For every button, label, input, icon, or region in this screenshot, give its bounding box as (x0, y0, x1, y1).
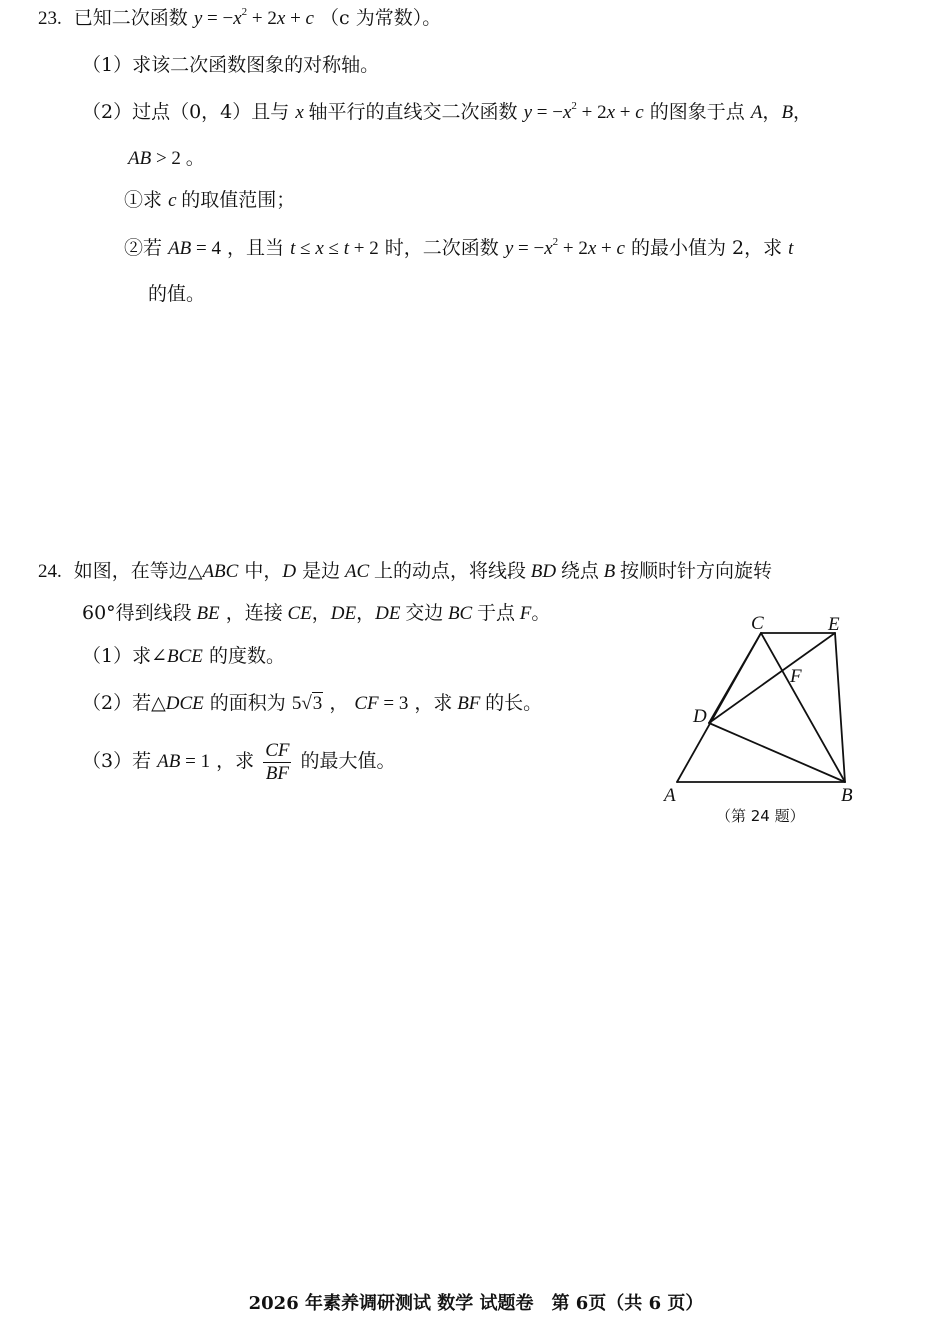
q23-part2-i: ①求 c 的取值范围； (124, 189, 296, 211)
segment-DC (709, 633, 761, 723)
label-B: B (841, 785, 853, 806)
q23-part2-condition: AB > 2 。 (128, 147, 205, 169)
segment-DB (709, 723, 845, 782)
q24-part2: （2）若△DCE 的面积为 5√3 ， CF = 3 ，求 BF 的长。 (82, 692, 543, 714)
label-D: D (693, 706, 707, 727)
segment-BE (835, 633, 845, 782)
q23-number: 23. (38, 8, 62, 29)
q23-stem: 23. 已知二次函数 $y = -x^2 + 2x + c$ （c 为常数）。 (38, 6, 442, 29)
label-F: F (790, 666, 802, 687)
q24-part3: （3）若 AB = 1 ，求 $\frac{CF}{BF}$ 的最大值。 (82, 739, 396, 784)
page-footer: 2026 年素养调研测试 数学 试题卷 第 6页（共 6 页） (248, 1293, 704, 1314)
q24-stem-line2: 60°得到线段 BE ，连接 CE，DE，DE 交边 BC 于点 F。 (82, 602, 551, 624)
fraction-cf-bf: $\frac{CF}{BF}$ (265, 739, 290, 784)
segment-DE (709, 633, 835, 723)
label-C: C (751, 613, 764, 634)
label-E: E (828, 614, 840, 635)
q23-part2-ii: ②若 AB = 4 ，且当 t ≤ x ≤ t + 2 时，二次函数 $y = -x^2 + 2x + c$ 的最小值为 2，求 t (124, 236, 794, 259)
q24-stem-line1: 24. 如图，在等边△ABC 中，D 是边 AC 上的动点，将线段 BD 绕点 B 按顺时针方向旋转 (38, 560, 772, 582)
q23-function: $y = -x^2 + 2x + c$ (193, 6, 314, 29)
figure-caption: （第 24 题） (716, 807, 805, 825)
q23-part2-ii-end: 的值。 (148, 283, 206, 305)
q24-figure (650, 605, 890, 830)
q23-part1: （1）求该二次函数图象的对称轴。 (82, 54, 380, 76)
q23-part2: （2）过点（0，4）且与 x 轴平行的直线交二次函数 $y = -x^2 + 2x + c$ 的图象于点 A，B， (82, 100, 813, 123)
q24-part1: （1）求∠BCE 的度数。 (82, 645, 285, 667)
label-A: A (664, 785, 676, 806)
q24-number: 24. (38, 561, 62, 582)
